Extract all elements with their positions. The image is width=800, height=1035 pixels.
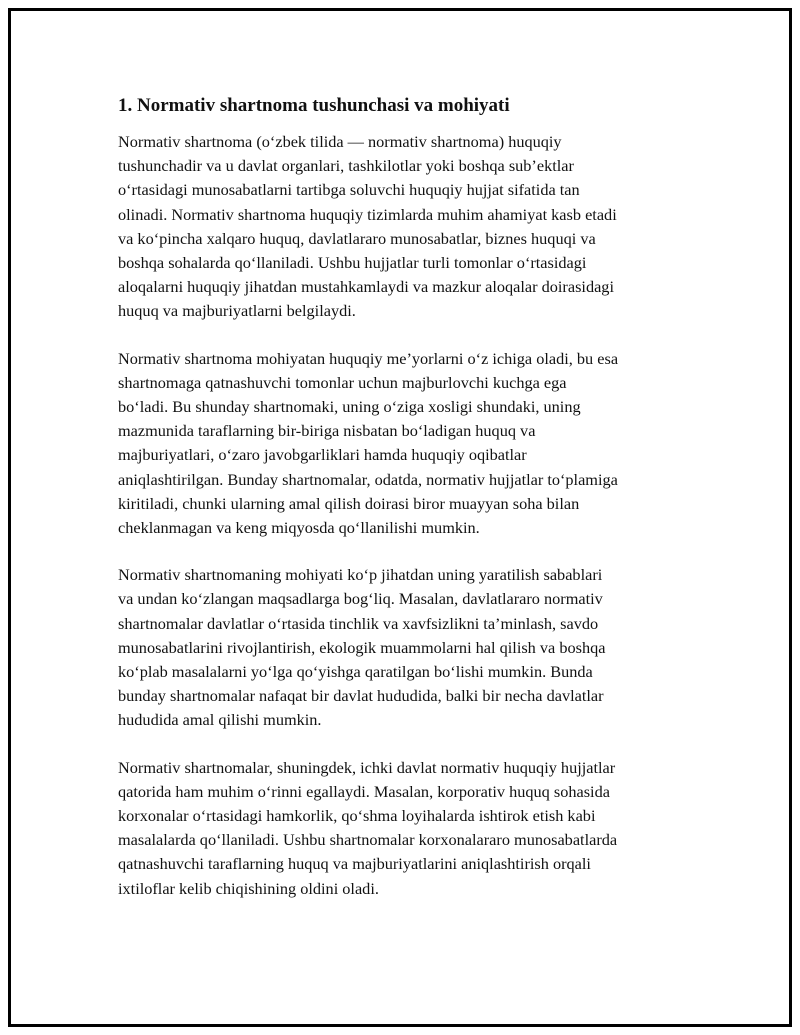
text-line: olinadi. Normativ shartnoma huquqiy tizimlarda muhim ahamiyat kasb etadi (118, 204, 617, 224)
text-line: munosabatlarini rivojlantirish, ekologik muammolarni hal qilish va boshqa (118, 637, 606, 657)
text-line: qatnashuvchi taraflarning huquq va majburiyatlarini aniqlashtirish orqali (118, 854, 591, 874)
text-line: va undan koʻzlangan maqsadlarga bogʻliq. Masalan, davlatlararo normativ (118, 589, 603, 609)
text-line: huquq va majburiyatlarni belgilaydi. (118, 301, 356, 321)
text-line: Normativ shartnomaning mohiyati koʻp jihatdan uning yaratilish sabablari (118, 565, 603, 585)
text-line: oʻrtasidagi munosabatlarni tartibga soluvchi huquqiy hujjat sifatida tan (118, 180, 580, 200)
text-line: korxonalar oʻrtasidagi hamkorlik, qoʻshma loyihalarda ishtirok etish kabi (118, 806, 596, 826)
text-line: Normativ shartnoma (oʻzbek tilida — normativ shartnoma) huquqiy (118, 132, 562, 151)
text-line: shartnomalar davlatlar oʻrtasida tinchlik va xavfsizlikni taʼminlash, savdo (118, 613, 599, 633)
document-body (118, 94, 698, 924)
text-line: mazmunida taraflarning bir-biriga nisbatan boʻladigan huquq va (118, 421, 536, 441)
text-line: cheklanmagan va keng miqyosda qoʻllanilishi mumkin. (118, 518, 480, 538)
text-line: kiritiladi, chunki ularning amal qilish doirasi biror muayyan soha bilan (118, 493, 580, 513)
text-line: qatorida ham muhim oʻrinni egallaydi. Masalan, korporativ huquq sohasida (118, 781, 610, 801)
text-line: majburiyatlari, oʻzaro javobgarliklari hamda huquqiy oqibatlar (118, 445, 527, 465)
text-line: tushunchadir va u davlat organlari, tashkilotlar yoki boshqa subʼektlar (118, 156, 574, 176)
text-line: hududida amal qilishi mumkin. (118, 710, 322, 730)
text-line: masalalarda qoʻllaniladi. Ushbu shartnomalar korxonalararo munosabatlarda (118, 830, 618, 850)
paragraph-4 (118, 756, 698, 901)
text-line: Normativ shartnoma mohiyatan huquqiy meʼyorlarni oʻz ichiga oladi, bu esa (118, 348, 619, 368)
text-line: va koʻpincha xalqaro huquq, davlatlararo munosabatlar, biznes huquqi va (118, 228, 596, 248)
paragraph-3 (118, 563, 698, 732)
section-heading: 1. Normativ shartnoma tushunchasi va mohiyati (118, 95, 510, 116)
text-line: boshqa sohalarda qoʻllaniladi. Ushbu hujjatlar turli tomonlar oʻrtasidagi (118, 253, 587, 273)
text-line: shartnomaga qatnashuvchi tomonlar uchun majburlovchi kuchga ega (118, 372, 567, 392)
text-line: bunday shartnomalar nafaqat bir davlat hududida, balki bir necha davlatlar (118, 686, 604, 706)
text-line: aniqlashtirilgan. Bunday shartnomalar, odatda, normativ hujjatlar toʻplamiga (118, 469, 618, 489)
text-line: ixtiloflar kelib chiqishining oldini oladi. (118, 878, 379, 898)
text-line: Normativ shartnomalar, shuningdek, ichki davlat normativ huquqiy hujjatlar (118, 757, 616, 777)
text-line: koʻplab masalalarni yoʻlga qoʻyishga qaratilgan boʻlishi mumkin. Bunda (118, 662, 593, 682)
paragraph-2 (118, 347, 698, 541)
paragraph-1 (118, 130, 698, 324)
text-line: boʻladi. Bu shunday shartnomaki, uning oʻziga xosligi shundaki, uning (118, 397, 581, 417)
text-line: aloqalarni huquqiy jihatdan mustahkamlaydi va mazkur aloqalar doirasidagi (118, 277, 614, 297)
